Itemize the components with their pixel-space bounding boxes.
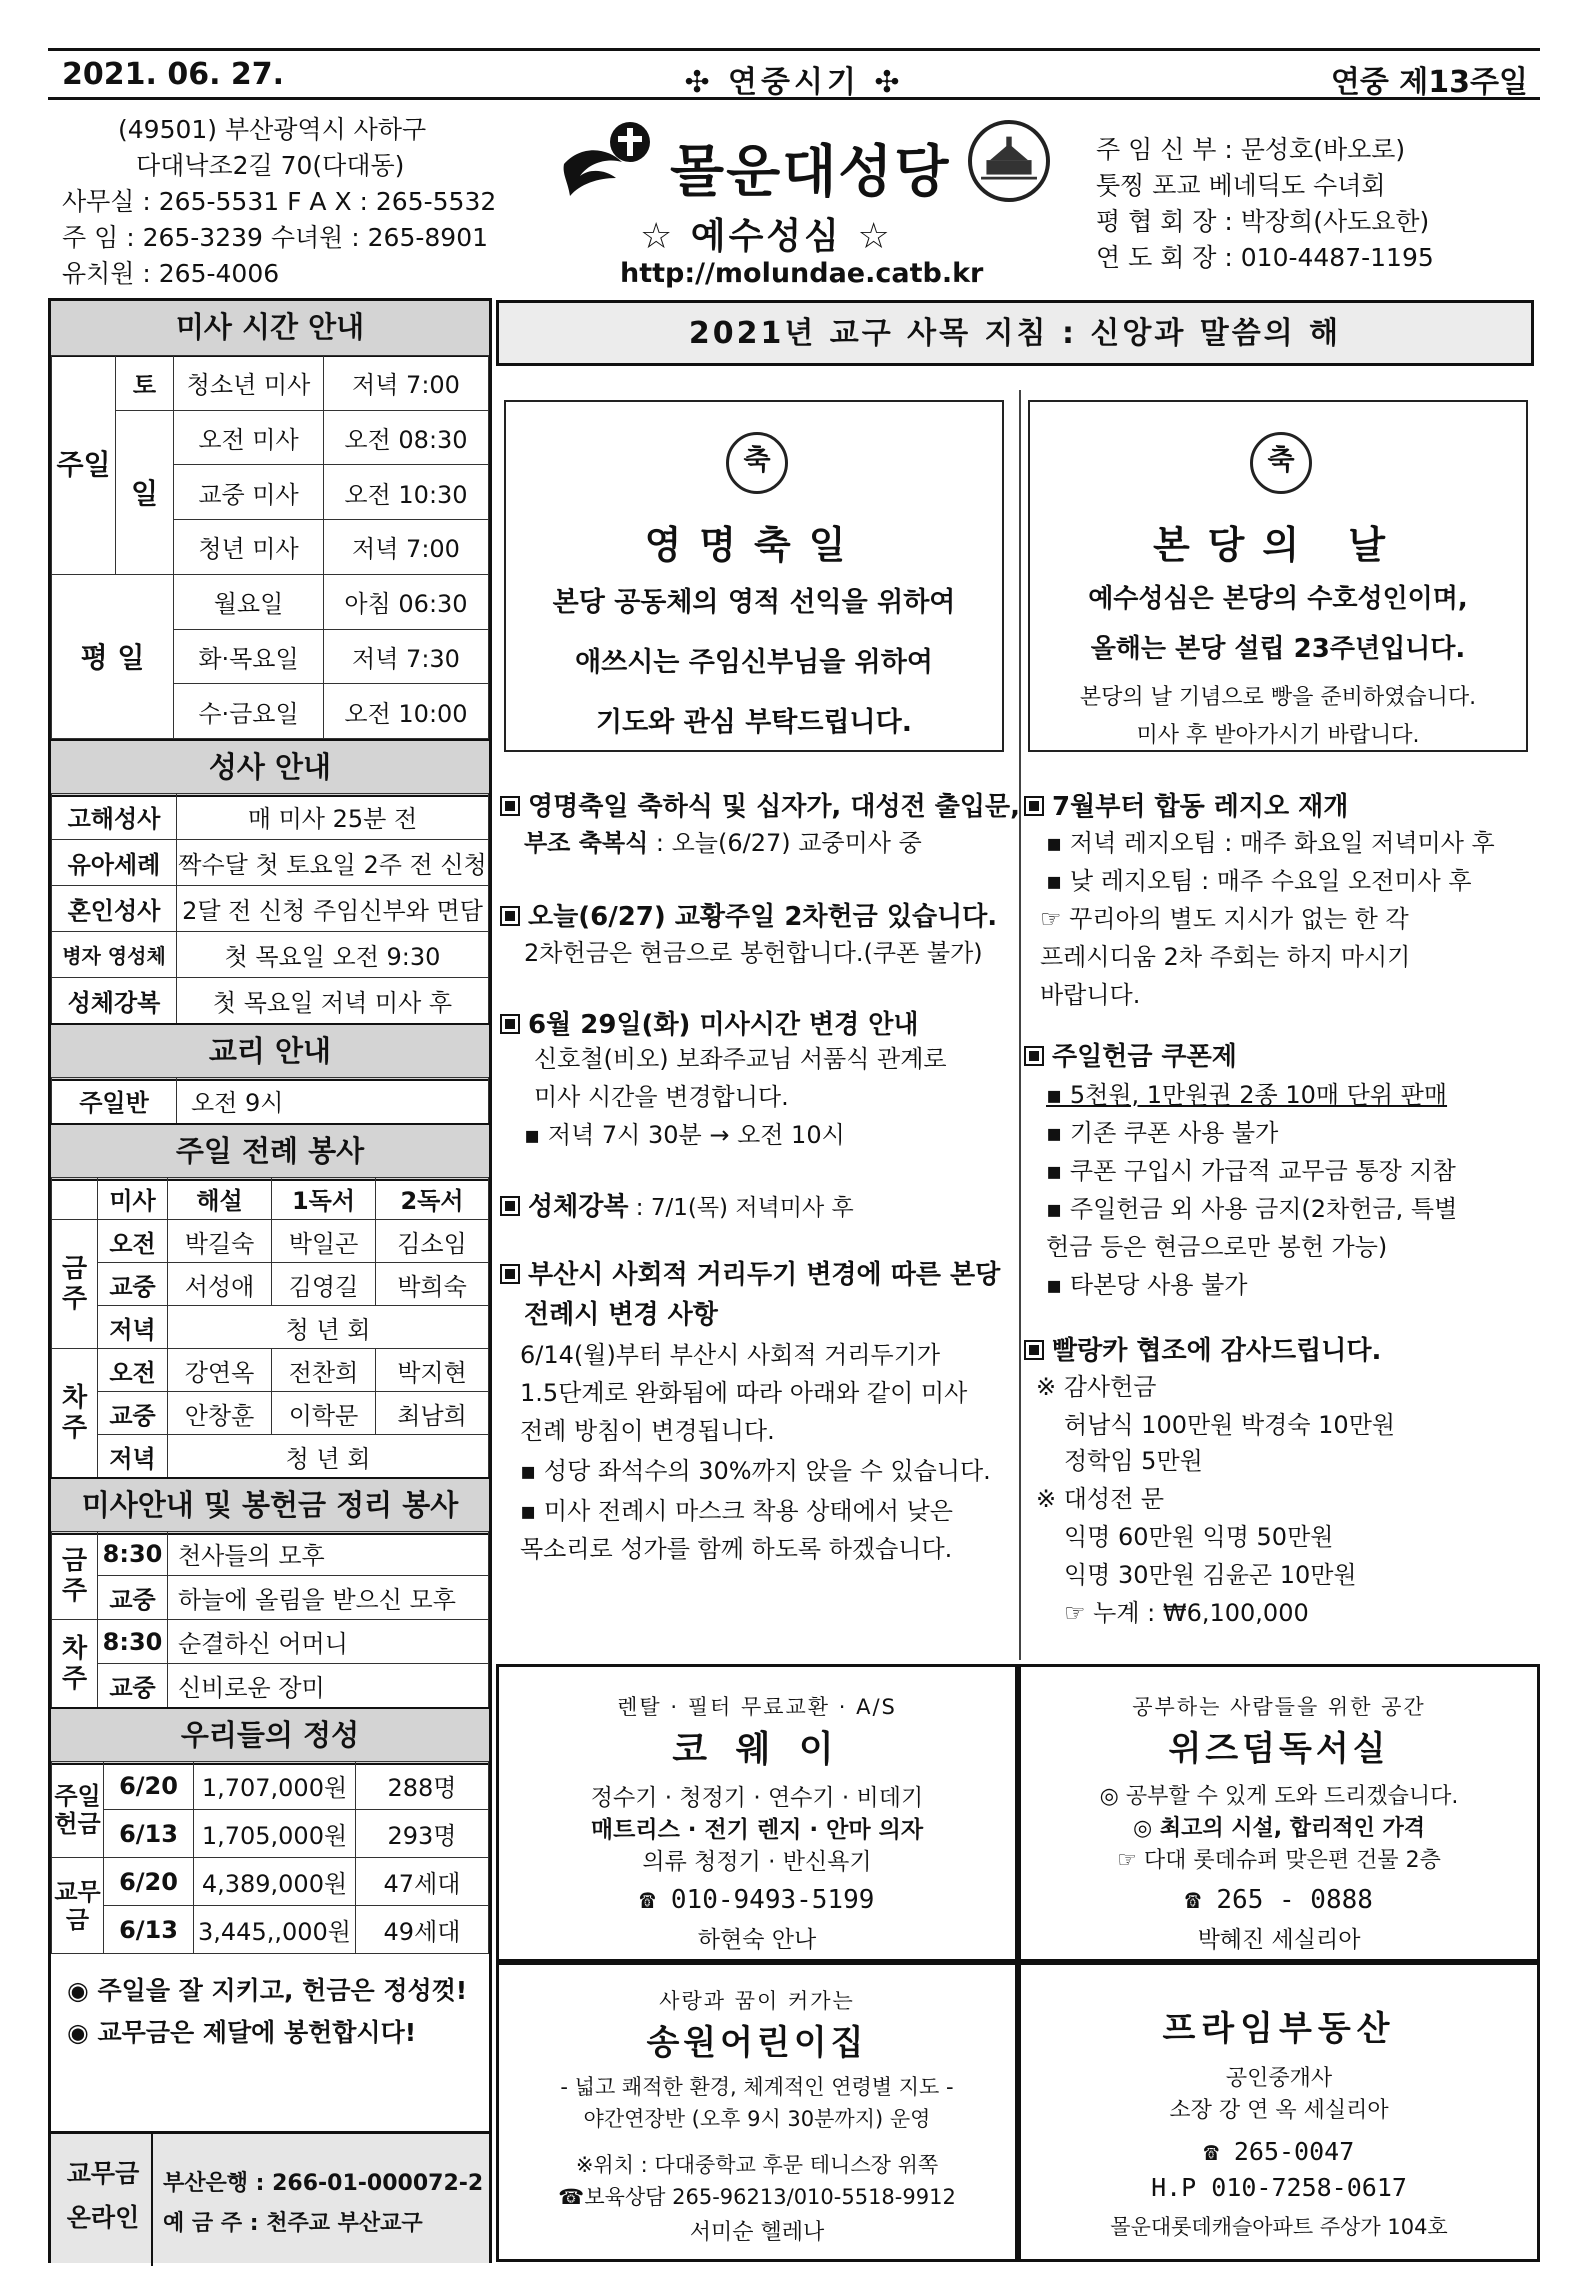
doctrine-class: 주일반 <box>52 1078 177 1124</box>
liturgical-week: 연중 제13주일 <box>1330 65 1528 100</box>
mass-slot: 8:30 <box>98 1532 168 1576</box>
news-heading: 6월 29일(화) 미사시간 변경 안내 <box>500 1004 919 1041</box>
mass-slot: 교중 <box>98 1392 168 1435</box>
patron-saint: ☆ 예수성심 ☆ <box>640 216 893 257</box>
news-heading: 주일헌금 쿠폰제 <box>1024 1036 1237 1073</box>
parish-day-title: 본당의 날 <box>1152 523 1404 567</box>
checkbox-bullet-icon <box>1024 1046 1044 1066</box>
doctrine-title: 교리 안내 <box>51 1023 489 1081</box>
offering-amount: 1,705,000원 <box>194 1810 356 1858</box>
liturgy-header: 미사 <box>98 1178 168 1220</box>
top-bar <box>48 48 1540 100</box>
news-text: 2차헌금은 현금으로 봉헌합니다.(쿠폰 불가) <box>524 939 983 967</box>
kindergarten-phone: 유치원 : 265-4006 <box>62 259 280 288</box>
feast-line-3: 기도와 관심 부탁드립니다. <box>596 707 912 738</box>
weekday-label: 평 일 <box>52 574 174 738</box>
ad-contact: 서미순 헬레나 <box>689 2220 825 2245</box>
church-name: 몰운대성당 <box>670 140 951 205</box>
parish-day-notice <box>1028 400 1528 752</box>
ad-phone: H.P 010-7258-0617 <box>1151 2173 1407 2202</box>
sunday-label: 주일 <box>52 356 116 575</box>
doctrine-time: 오전 9시 <box>177 1078 489 1124</box>
ad-line: - 넓고 쾌적한 환경, 체계적인 연령별 지도 - <box>560 2075 954 2099</box>
ad-contact: 하현숙 안나 <box>697 1927 817 1953</box>
address-line-1: (49501) 부산광역시 사하구 <box>118 115 427 144</box>
mass-time: 저녁 7:00 <box>324 520 489 575</box>
ad-songwon-daycare <box>496 1962 1018 2262</box>
mass-name: 청소년 미사 <box>174 356 324 411</box>
news-text: ☞ 누계 : ₩6,100,000 <box>1064 1599 1309 1627</box>
news-heading: 빨랑카 협조에 감사드립니다. <box>1024 1330 1381 1367</box>
news-text: 정학임 5만원 <box>1064 1447 1203 1475</box>
reader-1: 박일곤 <box>272 1220 376 1263</box>
news-heading: 7월부터 합동 레지오 재개 <box>1024 786 1348 823</box>
parish-day-line-4: 미사 후 받아가시기 바랍니다. <box>1136 723 1420 748</box>
website-link[interactable]: http://molundae.catb.kr <box>620 258 984 289</box>
reader-1: 김영길 <box>272 1263 376 1306</box>
mass-name: 오전 미사 <box>174 410 324 465</box>
news-text: ▪ 5천원, 1만원권 2종 10매 단위 판매 <box>1046 1081 1448 1109</box>
offering-amount: 3,445,,000원 <box>194 1906 356 1954</box>
mass-time: 저녁 7:30 <box>324 629 489 684</box>
sacrament-name: 혼인성사 <box>52 886 177 932</box>
ad-contact: 몰운대롯데캐슬아파트 주상가 104호 <box>1110 2215 1448 2239</box>
mass-slot: 교중 <box>98 1664 168 1708</box>
ad-line: 매트리스 · 전기 렌지 · 안마 의자 <box>590 1817 924 1843</box>
ad-subtitle: 공부하는 사람들을 위한 공간 <box>1132 1695 1426 1719</box>
reader-2: 박희숙 <box>376 1263 489 1306</box>
news-text: 전례 방침이 변경됩니다. <box>520 1417 775 1445</box>
sacrament-name: 병자 영성체 <box>52 932 177 978</box>
offering-note-1: ◉ 주일을 잘 지키고, 헌금은 정성껏! <box>67 1976 468 2005</box>
sacraments-table <box>51 793 489 1024</box>
news-text: ▪ 타본당 사용 불가 <box>1046 1271 1248 1299</box>
news-text: 허남식 100만원 박경숙 10만원 <box>1064 1411 1396 1439</box>
ad-line: 정수기 · 청정기 · 연수기 · 비데기 <box>590 1785 924 1811</box>
rectory-phones: 주 임 : 265-3239 수녀원 : 265-8901 <box>62 223 488 252</box>
liturgical-season: ✣ 연중시기 ✣ <box>684 65 904 100</box>
sacrament-detail: 매 미사 25분 전 <box>177 794 489 840</box>
offering-date: 6/20 <box>104 1762 194 1810</box>
mass-time: 저녁 7:00 <box>324 356 489 411</box>
guide-service-title: 미사안내 및 봉헌금 정리 봉사 <box>51 1477 489 1535</box>
commentator: 강연옥 <box>168 1349 272 1392</box>
ad-subtitle: 렌탈 · 필터 무료교환 · A/S <box>617 1695 897 1719</box>
celebration-badge-icon: 축 <box>1250 432 1312 494</box>
saturday-label: 토 <box>116 356 174 411</box>
ad-phone: ☎보육상담 265-96213/010-5518-9912 <box>558 2185 956 2209</box>
ad-wisdom-study <box>1018 1664 1540 1962</box>
offering-date: 6/13 <box>104 1810 194 1858</box>
legion-group: 천사들의 모후 <box>168 1532 489 1576</box>
feast-notice <box>504 400 1004 752</box>
mass-name: 청년 미사 <box>174 520 324 575</box>
mass-name: 화·목요일 <box>174 629 324 684</box>
ad-line: 공인중개사 <box>1225 2066 1333 2091</box>
mass-slot: 8:30 <box>98 1620 168 1664</box>
offering-date: 6/13 <box>104 1906 194 1954</box>
ad-line: ※위치 : 다대중학교 후문 테니스장 위쪽 <box>575 2153 939 2177</box>
news-heading-cont: 전례시 변경 사항 <box>524 1300 718 1330</box>
youth-group: 청 년 회 <box>168 1435 489 1478</box>
mass-name: 교중 미사 <box>174 465 324 520</box>
news-text: 헌금 등은 현금으로만 봉헌 가능) <box>1046 1233 1388 1261</box>
sacrament-name: 고해성사 <box>52 794 177 840</box>
news-text: ▪ 쿠폰 구입시 가급적 교무금 통장 지참 <box>1046 1157 1456 1185</box>
feast-title: 영명축일 <box>644 523 864 567</box>
ad-line: 야간연장반 (오후 9시 30분까지) 운영 <box>583 2107 931 2131</box>
legion-group: 순결하신 어머니 <box>168 1620 489 1664</box>
ad-line: ◎ 공부할 수 있게 도와 드리겠습니다. <box>1099 1784 1459 1809</box>
celebration-badge-icon: 축 <box>726 432 788 494</box>
ad-phone: ☎ 010-9493-5199 <box>639 1885 875 1915</box>
news-heading: 부산시 사회적 거리두기 변경에 따른 본당 <box>500 1254 1000 1291</box>
ad-coway <box>496 1664 1018 1962</box>
dues-label: 교무금 <box>52 1858 104 1954</box>
issue-date: 2021. 06. 27. <box>62 57 285 92</box>
mass-times-table <box>51 355 489 739</box>
mass-times-title: 미사 시간 안내 <box>51 301 489 357</box>
news-heading: 오늘(6/27) 교황주일 2차헌금 있습니다. <box>500 896 997 933</box>
ad-line: 의류 청정기 · 반신욕기 <box>642 1849 872 1875</box>
news-text: 익명 60만원 익명 50만원 <box>1064 1523 1334 1551</box>
liturgy-header: 1독서 <box>272 1178 376 1220</box>
offering-note-2: ◉ 교무금은 제달에 봉헌합시다! <box>67 2018 417 2047</box>
news-text: ▪ 주일헌금 외 사용 금지(2차헌금, 특별 <box>1046 1195 1458 1223</box>
ad-phone: ☎ 265 - 0888 <box>1185 1885 1373 1915</box>
office-phones: 사무실 : 265-5531 F A X : 265-5532 <box>62 187 497 216</box>
ad-line: ◎ 최고의 시설, 합리적인 가격 <box>1133 1816 1425 1841</box>
online-box <box>51 2131 489 2263</box>
parish-day-line-1: 예수성심은 본당의 수호성인이며, <box>1088 584 1468 614</box>
checkbox-bullet-icon <box>500 1196 520 1216</box>
ad-line: 소장 강 연 옥 세실리아 <box>1169 2098 1389 2123</box>
reader-1: 이학문 <box>272 1392 376 1435</box>
news-text: ▪ 기존 쿠폰 사용 불가 <box>1046 1119 1279 1147</box>
checkbox-bullet-icon <box>500 796 520 816</box>
checkbox-bullet-icon <box>1024 1340 1044 1360</box>
reader-2: 박지현 <box>376 1349 489 1392</box>
sisters-info: 툿찡 포교 베네딕도 수녀회 <box>1096 171 1386 200</box>
mass-slot: 저녁 <box>98 1306 168 1349</box>
mass-slot: 교중 <box>98 1576 168 1620</box>
column-divider <box>1019 390 1021 1660</box>
this-week-label: 금주 <box>52 1532 98 1620</box>
next-week-label: 차주 <box>52 1620 98 1708</box>
ad-contact: 박혜진 세실리아 <box>1197 1927 1361 1953</box>
news-heading: 성체강복 : 7/1(목) 저녁미사 후 <box>500 1186 854 1223</box>
mass-time: 오전 10:00 <box>324 684 489 739</box>
sacraments-title: 성사 안내 <box>51 739 489 797</box>
mass-slot: 오전 <box>98 1220 168 1263</box>
news-text: ▪ 저녁 레지오팀 : 매주 화요일 저녁미사 후 <box>1046 829 1495 857</box>
feast-line-2: 애쓰시는 주임신부님을 위하여 <box>575 647 933 678</box>
ad-line: ☞ 다대 롯데슈퍼 맞은편 건물 2층 <box>1117 1848 1441 1873</box>
news-text: ▪ 성당 좌석수의 30%까지 앉을 수 있습니다. <box>520 1457 991 1485</box>
liturgy-table <box>51 1177 489 1478</box>
news-heading: 영명축일 축하식 및 십자가, 대성전 출입문, <box>500 786 1020 823</box>
parish-day-line-2: 올해는 본당 설립 23주년입니다. <box>1090 634 1466 664</box>
ad-line: ☎ 265-0047 <box>1203 2137 1355 2166</box>
liturgy-title: 주일 전례 봉사 <box>51 1123 489 1181</box>
youth-group: 청 년 회 <box>168 1306 489 1349</box>
sunday-day-label: 일 <box>116 410 174 574</box>
next-week-label: 차주 <box>52 1349 98 1478</box>
news-text: ※ 대성전 문 <box>1036 1485 1165 1513</box>
checkbox-bullet-icon <box>500 906 520 926</box>
news-text: 목소리로 성가를 함께 하도록 하겠습니다. <box>520 1535 953 1563</box>
mass-name: 수·금요일 <box>174 684 324 739</box>
account-holder: 예 금 주 : 천주교 부산교구 <box>163 2211 423 2236</box>
legion-group: 신비로운 장미 <box>168 1664 489 1708</box>
news-text: ▪ 낮 레지오팀 : 매주 수요일 오전미사 후 <box>1046 867 1472 895</box>
mass-time: 아침 06:30 <box>324 574 489 629</box>
news-text: ▪ 저녁 7시 30분 → 오전 10시 <box>524 1121 845 1149</box>
pastor-info: 주 임 신 부 : 문성호(바오로) <box>1096 135 1406 164</box>
offering-count: 288명 <box>356 1762 489 1810</box>
sacrament-name: 유아세례 <box>52 840 177 886</box>
diocesan-theme: 2021년 교구 사목 지침 : 신앙과 말씀의 해 <box>496 300 1534 366</box>
commentator: 박길숙 <box>168 1220 272 1263</box>
news-text: 1.5단계로 완화됨에 따라 아래와 같이 미사 <box>520 1379 968 1407</box>
reader-1: 전찬희 <box>272 1349 376 1392</box>
offering-count: 47세대 <box>356 1858 489 1906</box>
liturgy-header: 2독서 <box>376 1178 489 1220</box>
news-text: ▪ 미사 전례시 마스크 착용 상태에서 낮은 <box>520 1497 953 1525</box>
guide-service-table <box>51 1531 489 1708</box>
sunday-offering-label: 주일헌금 <box>52 1762 104 1858</box>
offering-amount: 1,707,000원 <box>194 1762 356 1810</box>
ad-name: 위즈덤독서실 <box>1168 1729 1390 1769</box>
mass-name: 월요일 <box>174 574 324 629</box>
news-text: ☞ 꾸리아의 별도 지시가 없는 한 각 <box>1040 905 1409 933</box>
doctrine-table <box>51 1077 489 1124</box>
offering-date: 6/20 <box>104 1858 194 1906</box>
offering-count: 49세대 <box>356 1906 489 1954</box>
checkbox-bullet-icon <box>500 1014 520 1034</box>
mass-time: 오전 10:30 <box>324 465 489 520</box>
news-text: 익명 30만원 김윤곤 10만원 <box>1064 1561 1357 1589</box>
mass-slot: 저녁 <box>98 1435 168 1478</box>
church-logo-icon <box>560 118 660 204</box>
federation-president: 연 도 회 장 : 010-4487-1195 <box>1096 243 1434 272</box>
sacrament-detail: 첫 목요일 저녁 미사 후 <box>177 978 489 1024</box>
ad-prime-realty <box>1018 1962 1540 2262</box>
news-text: ※ 감사헌금 <box>1036 1373 1157 1401</box>
offering-amount: 4,389,000원 <box>194 1858 356 1906</box>
ad-name: 코 웨 이 <box>672 1729 842 1770</box>
church-building-seal-icon <box>968 120 1050 202</box>
news-text: 바랍니다. <box>1040 981 1141 1009</box>
offerings-title: 우리들의 정성 <box>51 1707 489 1765</box>
news-text: 신호철(비오) 보좌주교님 서품식 관계로 <box>534 1045 947 1073</box>
address-line-2: 다대낙조2길 70(다대동) <box>136 151 405 180</box>
mass-time: 오전 08:30 <box>324 410 489 465</box>
news-text: 6/14(월)부터 부산시 사회적 거리두기가 <box>520 1341 941 1369</box>
offerings-table <box>51 1761 489 1954</box>
sacrament-detail: 첫 목요일 오전 9:30 <box>177 932 489 978</box>
checkbox-bullet-icon <box>1024 796 1044 816</box>
news-text: 미사 시간을 변경합니다. <box>534 1083 789 1111</box>
this-week-label: 금주 <box>52 1220 98 1349</box>
left-column <box>48 298 492 2263</box>
bank-account: 부산은행 : 266-01-000072-2 <box>163 2171 484 2196</box>
ad-name: 송원어린이집 <box>646 2023 868 2063</box>
council-president: 평 협 회 장 : 박장희(사도요한) <box>1096 207 1430 236</box>
mass-slot: 오전 <box>98 1349 168 1392</box>
commentator: 안창훈 <box>168 1392 272 1435</box>
ad-name: 프라임부동산 <box>1162 2009 1396 2049</box>
news-text: 부조 축복식 : 오늘(6/27) 교중미사 중 <box>524 829 922 857</box>
liturgy-header: 해설 <box>168 1178 272 1220</box>
sacrament-name: 성체강복 <box>52 978 177 1024</box>
checkbox-bullet-icon <box>500 1264 520 1284</box>
reader-2: 최남희 <box>376 1392 489 1435</box>
reader-2: 김소임 <box>376 1220 489 1263</box>
sacrament-detail: 짝수달 첫 토요일 2주 전 신청 <box>177 840 489 886</box>
mass-slot: 교중 <box>98 1263 168 1306</box>
commentator: 서성애 <box>168 1263 272 1306</box>
feast-line-1: 본당 공동체의 영적 선익을 위하여 <box>552 587 956 618</box>
parish-day-line-3: 본당의 날 기념으로 빵을 준비하였습니다. <box>1079 685 1477 710</box>
offering-count: 293명 <box>356 1810 489 1858</box>
ad-subtitle: 사랑과 꿈이 커가는 <box>659 1989 855 2013</box>
news-text: 프레시디움 2차 주회는 하지 마시기 <box>1040 943 1411 971</box>
legion-group: 하늘에 올림을 받으신 모후 <box>168 1576 489 1620</box>
online-label: 교무금 온라인 <box>66 2159 140 2232</box>
sacrament-detail: 2달 전 신청 주임신부와 면담 <box>177 886 489 932</box>
